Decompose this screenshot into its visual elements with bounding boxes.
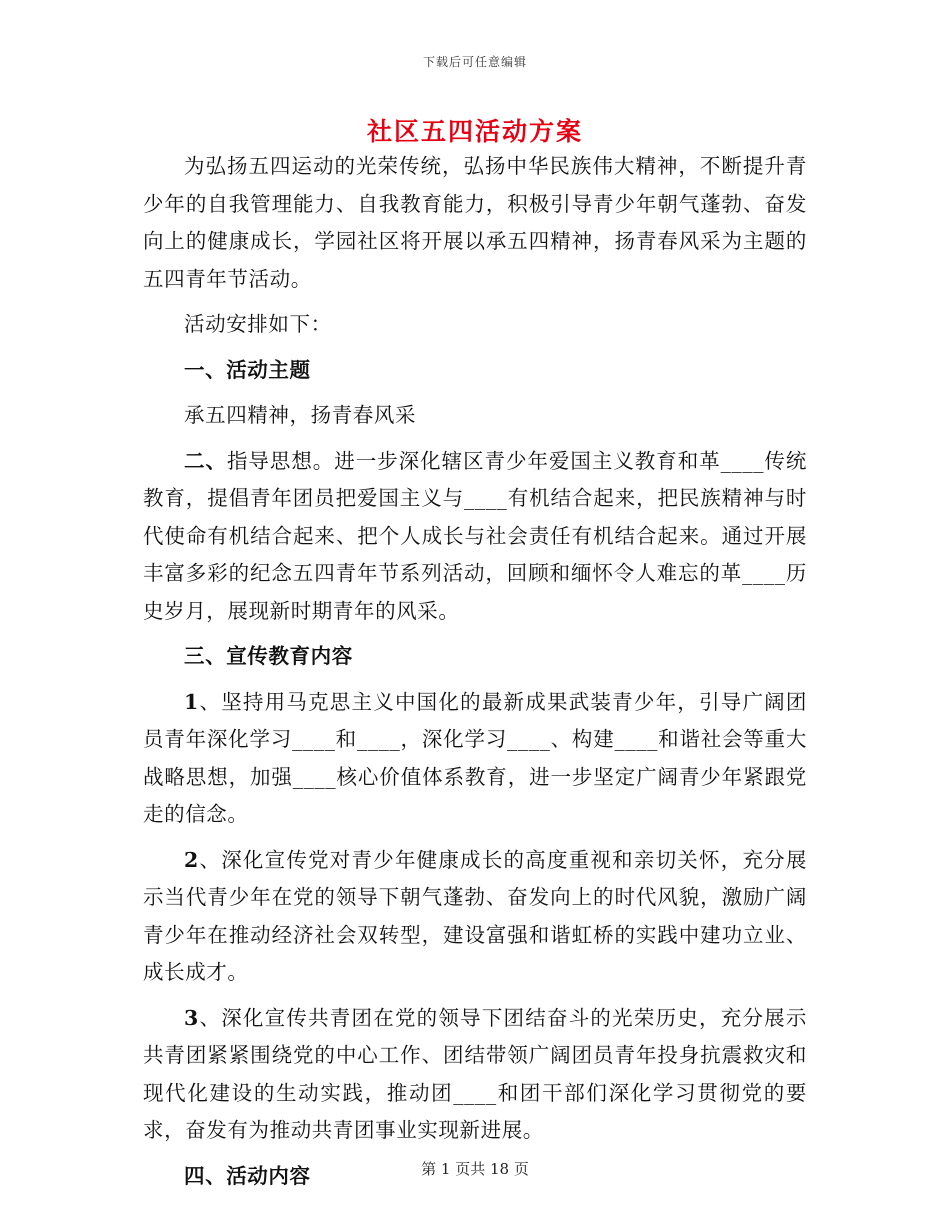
document-body	[143, 148, 807, 1203]
list-item	[143, 842, 807, 992]
list-item	[143, 1000, 807, 1150]
intro-paragraph: 为弘扬五四运动的光荣传统，弘扬中华民族伟大精神，不断提升青少年的自我管理能力、自我教育能力，积极引导青少年朝气蓬勃、奋发向上的健康成长，学园社区将开展以承五四精神，扬青春风采为主题的五四青年节活动。	[143, 154, 807, 291]
list-item-text: 、坚持用马克思主义中国化的最新成果武装青少年，引导广阔团员青年深化学习____和____，深化学习____、构建____和谐社会等重大战略思想，加强____核心价值体系教育，进一步坚定广阔青少年紧跟党走的信念。	[143, 689, 807, 826]
section-heading-publicity: 三、宣传教育内容	[184, 644, 353, 668]
list-item-number: 3	[184, 1005, 199, 1030]
section-content-guiding: 指导思想。进一步深化辖区青少年爱国主义教育和革____传统教育，提倡青年团员把爱国主义与____有机结合起来，把民族精神与时代使命有机结合起来、把个人成长与社会责任有机结合起来。通过开展丰富多彩的纪念五四青年节系列活动，回顾和缅怀令人难忘的革____历史岁月，展现新时期青年的风采。	[143, 448, 807, 623]
list-item	[143, 684, 807, 834]
section-heading-theme: 一、活动主题	[184, 357, 311, 382]
list-item-number: 2	[184, 847, 199, 872]
section-guiding-thought	[143, 443, 807, 631]
section-lead-guiding: 二、	[184, 448, 227, 473]
list-item-text: 、深化宣传党对青少年健康成长的高度重视和亲切关怀，充分展示当代青少年在党的领导下朝气蓬勃、奋发向上的时代风貌，激励广阔青少年在推动经济社会双转型，建设富强和谐虹桥的实践中建功立业、成长成才。	[143, 847, 807, 984]
list-item-number: 1	[184, 689, 199, 714]
arrangement-paragraph: 活动安排如下：	[184, 312, 332, 336]
page-number: 第 1 页共 18 页	[421, 1160, 529, 1178]
section-content-theme: 承五四精神，扬青春风采	[184, 403, 417, 427]
list-item-text: 、深化宣传共青团在党的领导下团结奋斗的光荣历史，充分展示共青团紧紧围绕党的中心工作、团结带领广阔团员青年投身抗震救灾和现代化建设的生动实践，推动团____和团干部们深化学习贯彻党的要求，奋发有为推动共青团事业实现新进展。	[143, 1005, 807, 1142]
page-header-note: 下载后可任意编辑	[422, 55, 527, 69]
document-title: 社区五四活动方案	[366, 117, 583, 146]
section-heading-activities: 四、活动内容	[184, 1163, 311, 1188]
